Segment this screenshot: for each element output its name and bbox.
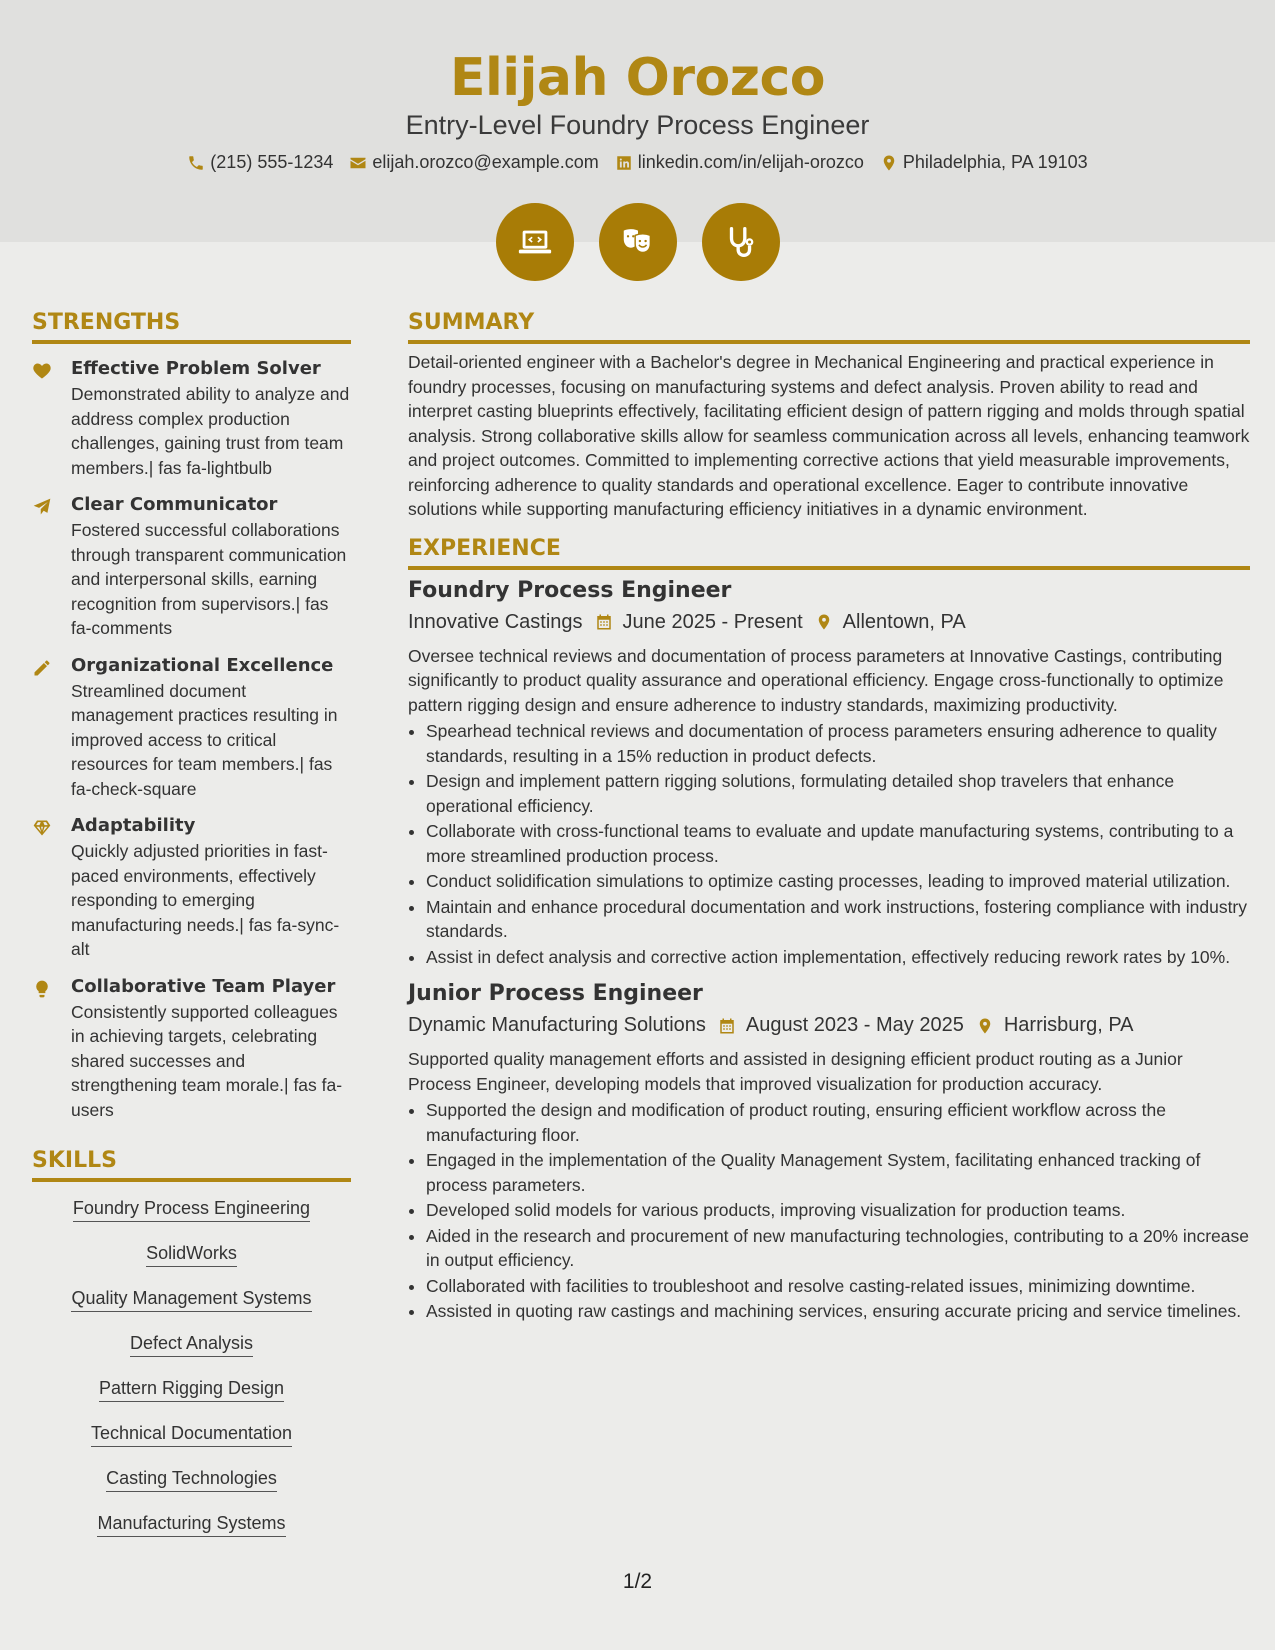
job-description: Supported quality management efforts and assisted in designing efficient product routing as a Junior Process Engineer, developing models that improved visualization for production accuracy. [408, 1049, 1183, 1094]
heart-icon [32, 361, 52, 381]
strength-item [32, 655, 351, 802]
job-bullets [408, 719, 1250, 969]
lightbulb-icon [32, 979, 52, 999]
job-entry [408, 981, 1250, 1324]
job-description: Oversee technical reviews and documentation of process parameters at Innovative Castings, contributing significantly to product quality assurance and operational efficiency. Engage cross-functionally to optimize pattern rigging design and ensure adherence to industry standards, maximizing productivity. [408, 645, 1224, 715]
right-column [408, 310, 1250, 1324]
gem-icon [32, 818, 52, 838]
skill-item: Defect Analysis [130, 1333, 253, 1357]
email-icon [349, 154, 367, 172]
contact-email[interactable] [349, 152, 598, 173]
skill-item: Casting Technologies [106, 1468, 277, 1492]
job-bullet: • Collaborated with facilities to troubleshoot and resolve casting-related issues, minimizing downtime. [426, 1274, 1250, 1299]
experience-heading: EXPERIENCE [408, 536, 1250, 570]
job-location: Harrisburg, PA [1003, 1014, 1134, 1036]
skill-list [32, 1198, 351, 1558]
skill-item: Pattern Rigging Design [99, 1378, 284, 1402]
contact-phone[interactable] [187, 152, 333, 173]
summary-heading: SUMMARY [408, 310, 1250, 344]
strength-title: Adaptability [71, 815, 196, 836]
strength-desc: Fostered successful collaborations through transparent communication and interpersonal skills, earning recognition from supervisors.| fas fa-comments [71, 520, 347, 638]
calendar-icon [595, 613, 613, 631]
strength-desc: Demonstrated ability to analyze and address complex production challenges, gaining trust from team members.| fas fa-lightbulb [71, 384, 350, 478]
job-bullet: • Supported the design and modification of product routing, ensuring efficient workflow across the manufacturing floor. [426, 1098, 1250, 1147]
laptop-code-icon [516, 223, 554, 261]
theater-masks-icon [619, 223, 657, 261]
strength-title: Collaborative Team Player [71, 975, 336, 997]
job-location: Allentown, PA [842, 610, 966, 633]
job-meta [408, 1014, 1250, 1037]
strength-desc: Quickly adjusted priorities in fast-paced environments, effectively responding to emerging manufacturing needs.| fas fa-sync-alt [71, 841, 340, 959]
job-entry [408, 578, 1250, 970]
location-icon [880, 154, 898, 172]
strength-title: Effective Problem Solver [71, 358, 321, 379]
contact-phone-text: (215) 555-1234 [210, 152, 334, 172]
contact-email-text: elijah.orozco@example.com [372, 152, 599, 172]
strength-desc: Streamlined document management practices resulting in improved access to critical resources for team members.| fas fa-check-square [71, 680, 338, 799]
job-bullet: • Conduct solidification simulations to optimize casting processes, leading to improved material utilization. [426, 869, 1250, 894]
location-icon [815, 613, 833, 631]
job-bullet: • Assisted in quoting raw castings and machining services, ensuring accurate pricing and service timelines. [426, 1299, 1250, 1324]
candidate-role: Entry-Level Foundry Process Engineer [405, 110, 870, 140]
laptop-code-badge [496, 203, 574, 281]
job-title: Foundry Process Engineer [408, 577, 732, 603]
job-bullet: • Spearhead technical reviews and documentation of process parameters ensuring adherence to quality standards, resulting in a 15% reduction in product defects. [426, 719, 1250, 768]
job-bullet: • Design and implement pattern rigging solutions, formulating detailed shop travelers that enhance operational efficiency. [426, 769, 1250, 818]
job-company: Dynamic Manufacturing Solutions [408, 1014, 706, 1036]
strength-title: Clear Communicator [71, 494, 278, 515]
contact-bar [0, 152, 1275, 173]
contact-location [880, 152, 1088, 173]
skill-item: Foundry Process Engineering [73, 1198, 310, 1222]
job-title: Junior Process Engineer [408, 981, 703, 1006]
candidate-name: Elijah Orozco [449, 48, 826, 108]
strength-title: Organizational Excellence [71, 654, 334, 676]
skill-item: Quality Management Systems [71, 1288, 311, 1312]
pencil-icon [32, 658, 52, 678]
skill-item: Technical Documentation [91, 1423, 292, 1447]
location-icon [976, 1017, 994, 1035]
theater-masks-badge [599, 203, 677, 281]
job-bullet: • Assist in defect analysis and corrective action implementation, effectively reducing rework rates by 10%. [426, 945, 1250, 970]
job-bullets [408, 1098, 1250, 1324]
skill-item: Manufacturing Systems [97, 1513, 285, 1537]
summary-text: Detail-oriented engineer with a Bachelor's degree in Mechanical Engineering and practical experience in foundry processes, focusing on manufacturing systems and defect analysis. Proven ability to read and interpret casting blueprints effectively, facilitating efficient design of pattern rigging and molds through spatial analysis. Strong collaborative skills allow for seamless communication across all levels, enhancing teamwork and project outcomes. Committed to implementing corrective actions that yield measurable improvements, reinforcing adherence to quality standards and operational excellence. Eager to contribute innovative solutions while supporting manufacturing efficiency initiatives in a dynamic environment. [408, 352, 1250, 519]
stethoscope-badge [702, 203, 780, 281]
job-meta [408, 611, 1250, 634]
job-bullet: • Maintain and enhance procedural documentation and work instructions, fostering compliance with industry standards. [426, 895, 1250, 944]
strength-item [32, 358, 351, 480]
paper-plane-icon [32, 497, 52, 517]
skill-item: SolidWorks [146, 1243, 237, 1267]
strengths-heading: STRENGTHS [32, 310, 351, 344]
calendar-icon [718, 1017, 736, 1035]
linkedin-icon [615, 154, 633, 172]
phone-icon [187, 154, 205, 172]
job-dates: June 2025 - Present [622, 610, 803, 633]
job-dates: August 2023 - May 2025 [745, 1014, 964, 1036]
skills-heading: SKILLS [32, 1148, 351, 1182]
job-company: Innovative Castings [408, 610, 583, 633]
job-bullet: • Developed solid models for various products, improving visualization for production teams. [426, 1198, 1250, 1223]
job-bullet: • Engaged in the implementation of the Quality Management System, facilitating enhanced tracking of process parameters. [426, 1148, 1250, 1197]
strength-item [32, 494, 351, 641]
page-number: 1/2 [622, 1570, 653, 1593]
interest-badges [0, 203, 1275, 281]
strength-desc: Consistently supported colleagues in achieving targets, celebrating shared successes and strengthening team morale.| fas fa-users [71, 1001, 343, 1120]
left-column [32, 310, 351, 1558]
contact-location-text: Philadelphia, PA 19103 [902, 152, 1088, 172]
contact-linkedin[interactable] [615, 152, 864, 173]
strength-item [32, 976, 351, 1123]
contact-linkedin-text: linkedin.com/in/elijah-orozco [637, 152, 864, 172]
strength-item [32, 815, 351, 962]
stethoscope-icon [722, 223, 760, 261]
job-bullet: • Aided in the research and procurement of new manufacturing technologies, contributing to a 20% increase in output efficiency. [426, 1224, 1250, 1273]
job-bullet: • Collaborate with cross-functional teams to evaluate and update manufacturing systems, contributing to a more streamlined production process. [426, 819, 1250, 868]
